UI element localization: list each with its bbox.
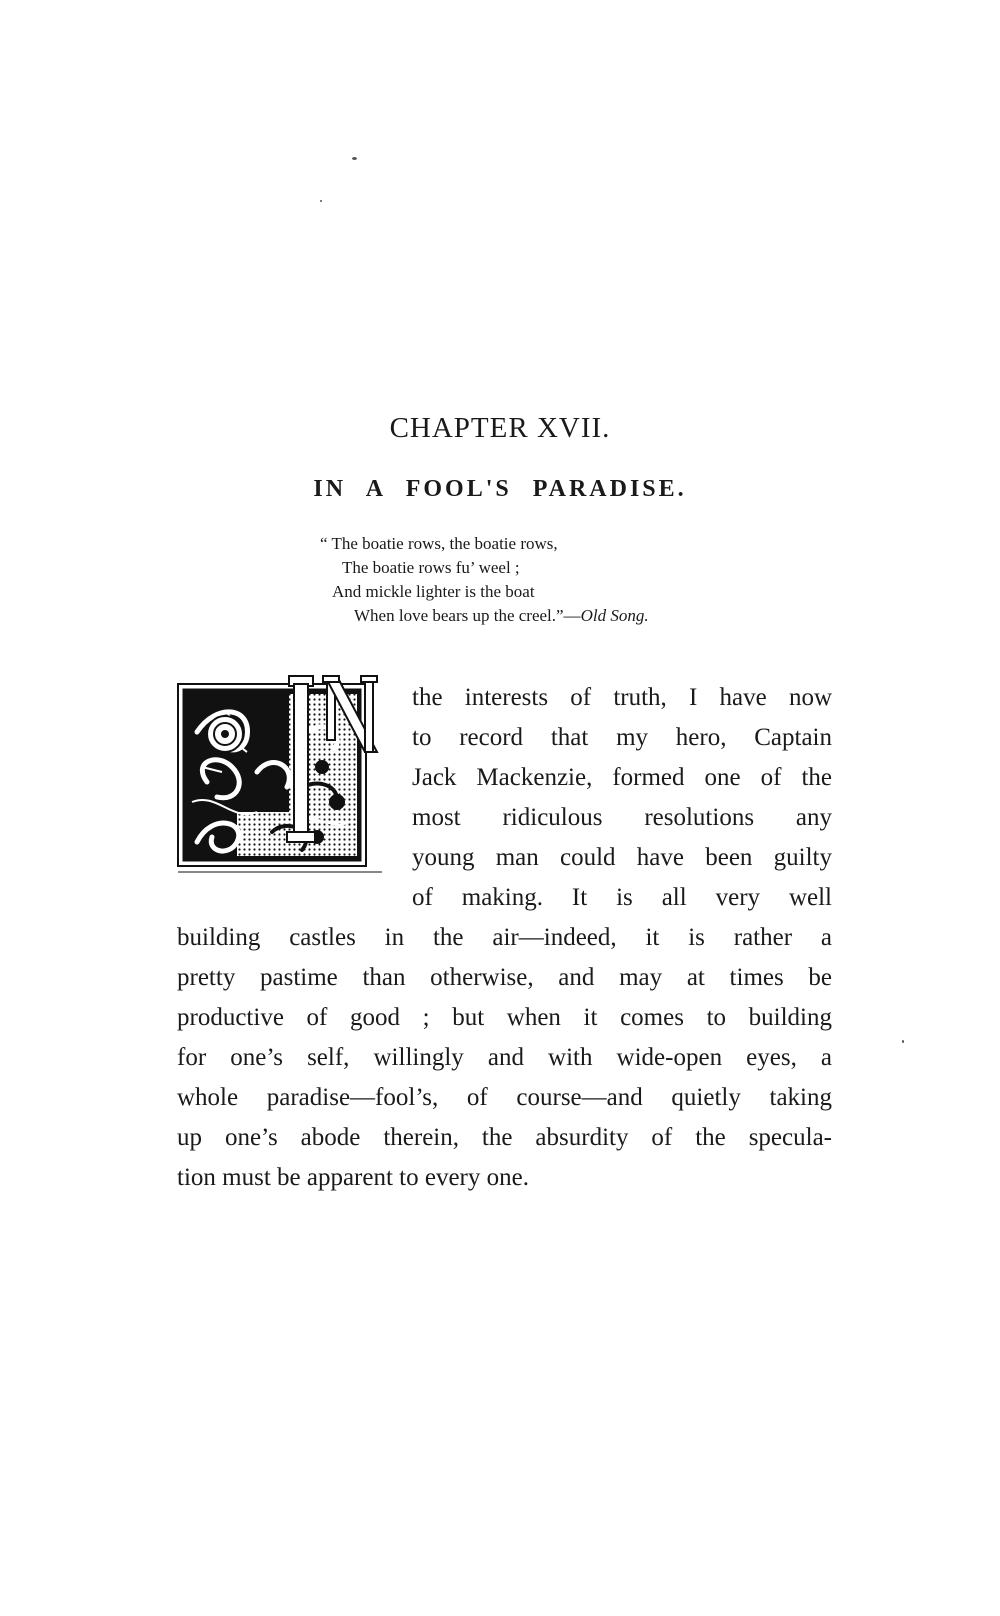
scan-speck	[902, 1040, 904, 1043]
epigraph-line: And mickle lighter is the boat	[332, 582, 535, 601]
chapter-title: IN A FOOL'S PARADISE.	[313, 476, 687, 502]
epigraph-line	[320, 604, 790, 628]
paragraph-line: building castles in the air—indeed, it is rather a	[177, 924, 832, 951]
paragraph-line: Jack Mackenzie, formed one of the	[412, 764, 832, 791]
scan-speck	[352, 157, 357, 160]
epigraph-line: “ The boatie rows, the boatie rows,	[320, 534, 558, 553]
epigraph-source: Old Song.	[580, 606, 649, 625]
epigraph-line: The boatie rows fu’ weel ;	[342, 558, 520, 577]
paragraph-line: tion must be apparent to every one.	[177, 1164, 529, 1191]
ornamental-drop-cap-icon	[177, 672, 382, 898]
paragraph-line: whole paradise—fool’s, of course—and quietly taking	[177, 1084, 832, 1111]
epigraph-line-text: When love bears up the creel.”—	[354, 606, 581, 625]
chapter-number: CHAPTER XVII.	[389, 412, 611, 444]
epigraph	[320, 532, 790, 628]
paragraph-line: to record that my hero, Captain	[412, 724, 832, 751]
paragraph-full-width	[177, 918, 832, 1198]
paragraph-line: most ridiculous resolutions any	[412, 804, 832, 831]
paragraph-line: productive of good ; but when it comes to building	[177, 1004, 832, 1031]
paragraph-beside-initial	[412, 678, 832, 918]
paragraph-line: young man could have been guilty	[412, 844, 832, 871]
scan-speck	[320, 200, 322, 202]
paragraph-line: pretty pastime than otherwise, and may at times be	[177, 964, 832, 991]
paragraph-line: up one’s abode therein, the absurdity of the specula-	[177, 1124, 832, 1151]
paragraph-line: for one’s self, willingly and with wide-open eyes, a	[177, 1044, 832, 1071]
paragraph-line: of making. It is all very well	[412, 884, 832, 911]
paragraph-line: the interests of truth, I have now	[412, 684, 832, 711]
